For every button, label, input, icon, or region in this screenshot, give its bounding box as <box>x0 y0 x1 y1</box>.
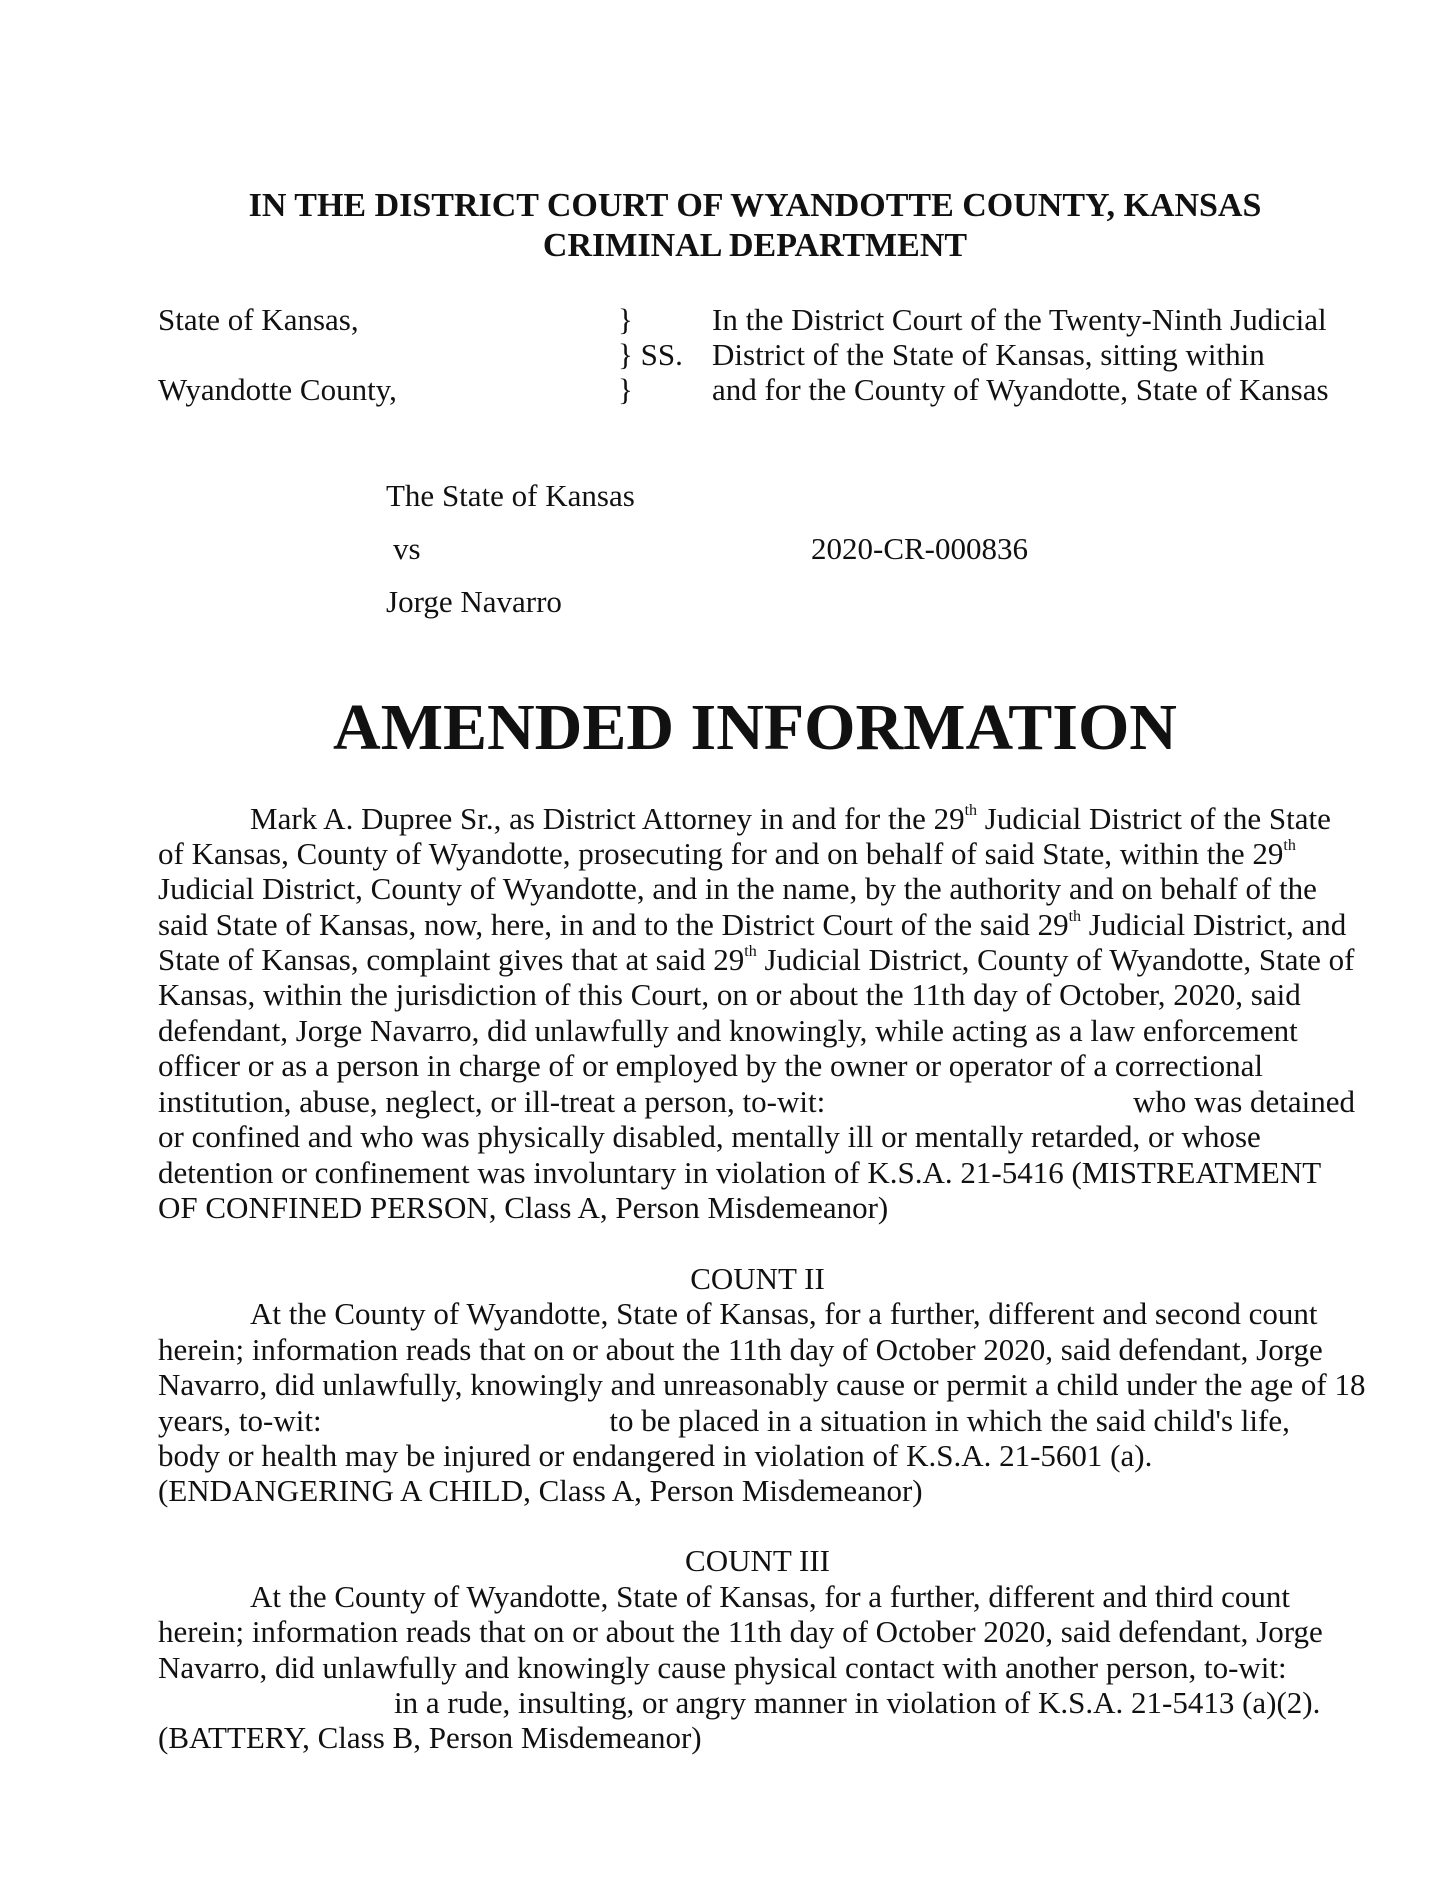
text-run: Judicial District, and <box>1081 907 1347 942</box>
count3-heading: COUNT III <box>685 1543 830 1578</box>
text-run: Mark A. Dupree Sr., as District Attorney in and for the 29 <box>250 801 965 836</box>
count1-line <box>250 801 1331 836</box>
count3-line: At the County of Wyandotte, State of Kansas, for a further, different and third count <box>250 1579 1290 1614</box>
text-run: in a rude, insulting, or angry manner in violation of K.S.A. 21-5413 (a)(2). <box>394 1685 1321 1720</box>
text-run: of Kansas, County of Wyandotte, prosecuting for and on behalf of said State, within the 29 <box>158 836 1284 871</box>
redacted-name <box>329 1407 609 1435</box>
count1-line: defendant, Jorge Navarro, did unlawfully and knowingly, while acting as a law enforcement <box>158 1013 1298 1048</box>
count2-line: At the County of Wyandotte, State of Kansas, for a further, different and second count <box>250 1296 1318 1331</box>
text-run: said State of Kansas, now, here, in and to the District Court of the said 29 <box>158 907 1069 942</box>
court-heading-line1: IN THE DISTRICT COURT OF WYANDOTTE COUNTY, KANSAS <box>248 187 1262 224</box>
text-run: State of Kansas, complaint gives that at said 29 <box>158 942 745 977</box>
caption-versus: vs <box>393 531 421 566</box>
ordinal-suffix: th <box>744 943 757 960</box>
count2-heading: COUNT II <box>690 1261 825 1296</box>
caption-plaintiff: The State of Kansas <box>386 478 635 513</box>
count2-line: (ENDANGERING A CHILD, Class A, Person Misdemeanor) <box>158 1473 923 1508</box>
redacted-name <box>833 1088 1133 1116</box>
ordinal-suffix: th <box>1068 908 1082 925</box>
venue-description-line1: In the District Court of the Twenty-Ninth Judicial <box>712 302 1327 337</box>
text-run: Judicial District of the State <box>977 801 1331 836</box>
ordinal-suffix: th <box>964 802 978 819</box>
count1-line <box>158 907 1346 942</box>
venue-county: Wyandotte County, <box>158 372 397 407</box>
text-run: years, to-wit: <box>158 1403 330 1438</box>
count1-line: detention or confinement was involuntary in violation of K.S.A. 21-5416 (MISTREATMENT <box>158 1155 1322 1190</box>
venue-brace-ss: } SS. <box>618 337 683 372</box>
text-run: Judicial District, County of Wyandotte, State of <box>756 942 1355 977</box>
redacted-name <box>158 1689 394 1717</box>
caption-defendant: Jorge Navarro <box>386 584 562 619</box>
count1-line: Kansas, within the jurisdiction of this Court, on or about the 11th day of October, 2020, said <box>158 977 1301 1012</box>
count2-line <box>158 1403 1290 1438</box>
venue-description-line2: District of the State of Kansas, sitting within <box>712 337 1265 372</box>
count3-line: Navarro, did unlawfully and knowingly cause physical contact with another person, to-wit: <box>158 1650 1287 1685</box>
court-heading-line2: CRIMINAL DEPARTMENT <box>542 227 968 264</box>
count1-line: OF CONFINED PERSON, Class A, Person Misdemeanor) <box>158 1190 889 1225</box>
text-run: to be placed in a situation in which the said child's life, <box>609 1403 1290 1438</box>
document-title: AMENDED INFORMATION <box>333 691 1177 764</box>
text-run: who was detained <box>1132 1084 1356 1119</box>
venue-brace-3: } <box>618 372 633 407</box>
count1-line <box>158 1084 1355 1119</box>
count1-line: or confined and who was physically disabled, mentally ill or mentally retarded, or whose <box>158 1119 1261 1154</box>
text-run: institution, abuse, neglect, or ill-treat a person, to-wit: <box>158 1084 833 1119</box>
count1-line <box>158 836 1296 871</box>
venue-state: State of Kansas, <box>158 302 359 337</box>
count1-line <box>158 942 1354 977</box>
count3-line <box>158 1685 1320 1720</box>
count3-line: (BATTERY, Class B, Person Misdemeanor) <box>158 1720 702 1755</box>
count2-line: herein; information reads that on or about the 11th day of October 2020, said defendant, Jorge <box>158 1332 1323 1367</box>
venue-description-line3: and for the County of Wyandotte, State of Kansas <box>712 372 1329 407</box>
count1-line: Judicial District, County of Wyandotte, and in the name, by the authority and on behalf of the <box>158 871 1317 906</box>
count1-line: officer or as a person in charge of or employed by the owner or operator of a correctional <box>158 1048 1263 1083</box>
venue-brace-1: } <box>618 302 633 337</box>
count3-line: herein; information reads that on or about the 11th day of October 2020, said defendant, Jorge <box>158 1614 1323 1649</box>
ordinal-suffix: th <box>1283 837 1296 854</box>
case-number: 2020-CR-000836 <box>811 531 1028 566</box>
count2-line: body or health may be injured or endangered in violation of K.S.A. 21-5601 (a). <box>158 1438 1153 1473</box>
count2-line: Navarro, did unlawfully, knowingly and unreasonably cause or permit a child under the age of 18 <box>158 1367 1366 1402</box>
